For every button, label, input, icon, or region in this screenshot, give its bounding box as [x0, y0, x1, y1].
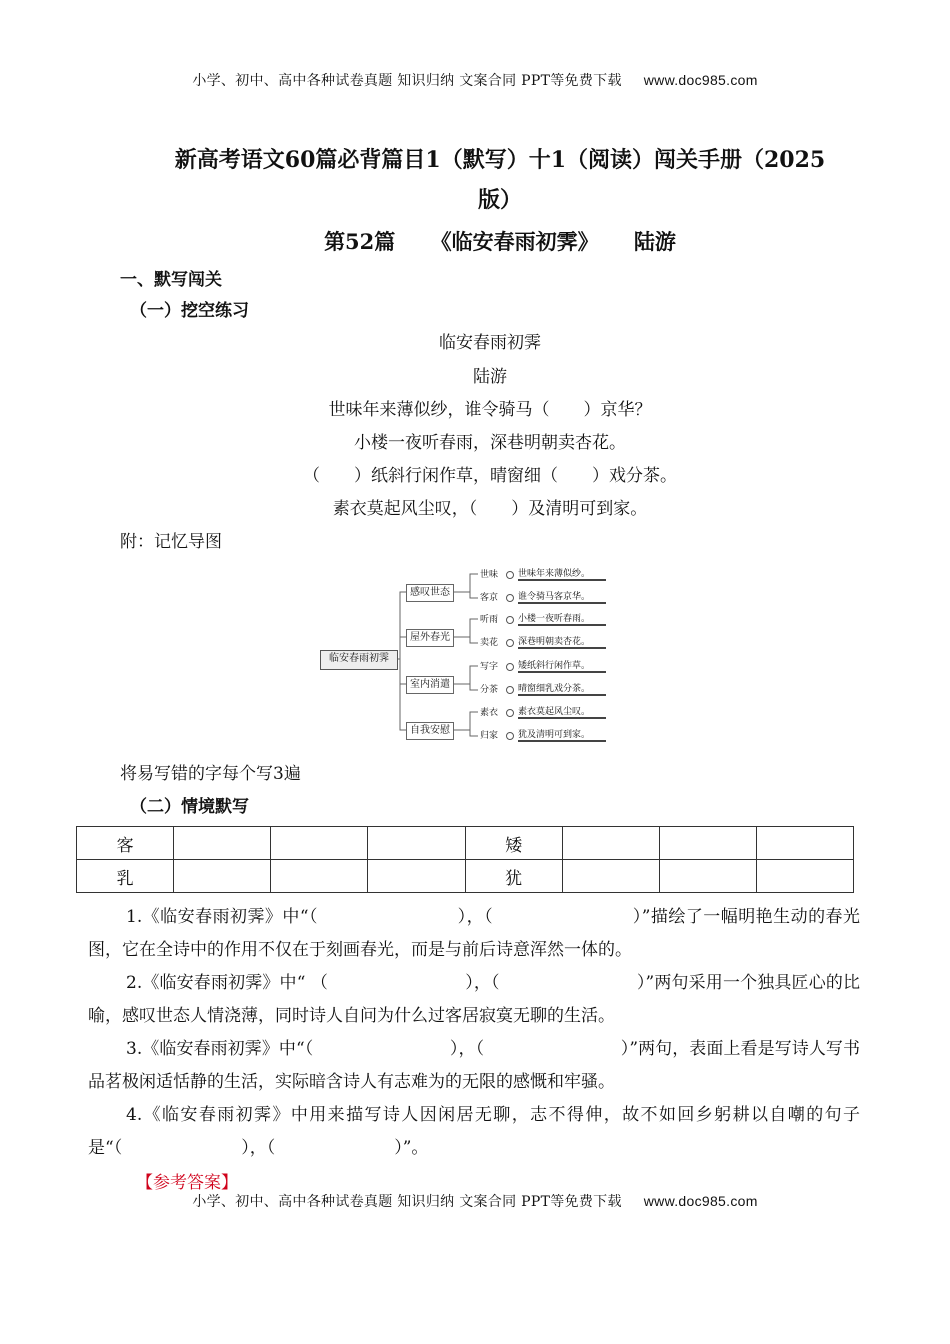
memory-map-leaf-line: 谁令骑马客京华。 [518, 589, 606, 604]
minus-circle-icon [506, 594, 514, 602]
poem-line: 世味年来薄似纱，谁令骑马（ ）京华？ [328, 400, 652, 420]
memory-map-branch: 室内消遣 [406, 676, 454, 694]
page-title [140, 140, 860, 220]
memory-map-leaf-key: 听雨 [480, 615, 499, 625]
table-cell: 犹 [465, 860, 562, 893]
subtitle-number: 第52篇 [324, 229, 396, 254]
practice-instruction: 将易写错的字每个写3遍 [120, 764, 301, 784]
memory-map-branch: 屋外春光 [406, 629, 454, 647]
memory-map-leaf-key: 卖花 [480, 638, 499, 648]
page-footer [0, 1191, 950, 1211]
memory-map-root: 临安春雨初霁 [320, 650, 398, 670]
table-cell[interactable] [174, 827, 271, 860]
memory-map-leaf-line: 小楼一夜听春雨。 [518, 611, 606, 626]
table-cell: 客 [77, 827, 174, 860]
minus-circle-icon [506, 616, 514, 624]
table-cell[interactable] [659, 860, 756, 893]
table-row [77, 827, 854, 860]
memory-map-leaf-line: 矮纸斜行闲作草。 [518, 658, 606, 673]
poem-line: 素衣莫起风尘叹，（ ）及清明可到家。 [332, 499, 648, 519]
memory-map-leaf-key: 分茶 [480, 685, 499, 695]
memory-map [330, 560, 630, 744]
table-cell[interactable] [562, 827, 659, 860]
minus-circle-icon [506, 709, 514, 717]
minus-circle-icon [506, 732, 514, 740]
memory-map-label: 附：记忆导图 [120, 532, 222, 552]
character-practice-table [76, 826, 854, 893]
poem-author: 陆游 [473, 367, 507, 387]
memory-map-leaf-key: 世味 [480, 570, 499, 580]
memory-map-leaf-key: 素衣 [480, 708, 499, 718]
poem-line: 小楼一夜听春雨，深巷明朝卖杏花。 [354, 433, 626, 453]
page-header [0, 70, 950, 90]
question-4: 4.《临安春雨初霁》中用来描写诗人因闲居无聊，志不得伸，故不如回乡躬耕以自嘲的句子是“（ ），（ ）”。 [88, 1105, 860, 1158]
memory-map-leaf-key: 归家 [480, 731, 499, 741]
part-heading-fill-blank: （一）挖空练习 [130, 301, 249, 321]
table-cell: 矮 [465, 827, 562, 860]
table-row [77, 860, 854, 893]
memory-map-leaf-line: 素衣莫起风尘叹。 [518, 704, 606, 719]
table-cell: 乳 [77, 860, 174, 893]
memory-map-leaf-line: 晴窗细乳戏分茶。 [518, 681, 606, 696]
header-site-link[interactable]: www.doc985.com [643, 72, 758, 88]
title-line-2: 版） [477, 187, 522, 213]
minus-circle-icon [506, 571, 514, 579]
part-heading-context: （二）情境默写 [130, 797, 249, 817]
header-text: 小学、初中、高中各种试卷真题 知识归纳 文案合同 PPT等免费下载 [192, 73, 622, 89]
table-cell[interactable] [368, 827, 465, 860]
subtitle-poem-name: 《临安春雨初霁》 [430, 229, 599, 254]
table-cell[interactable] [562, 860, 659, 893]
memory-map-leaf-line: 深巷明朝卖杏花。 [518, 634, 606, 649]
table-cell[interactable] [756, 860, 853, 893]
minus-circle-icon [506, 663, 514, 671]
section-heading: 一、默写闯关 [120, 270, 222, 290]
memory-map-leaf-key: 客京 [480, 593, 499, 603]
memory-map-leaf-key: 写字 [480, 662, 499, 672]
poem-line: （ ）纸斜行闲作草，晴窗细（ ）戏分茶。 [303, 466, 677, 486]
memory-map-branch: 感叹世态 [406, 584, 454, 602]
minus-circle-icon [506, 686, 514, 694]
footer-text: 小学、初中、高中各种试卷真题 知识归纳 文案合同 PPT等免费下载 [192, 1194, 622, 1210]
table-cell[interactable] [368, 860, 465, 893]
title-line-1: 新高考语文60篇必背篇目1（默写）十1（阅读）闯关手册（2025 [174, 147, 826, 173]
table-cell[interactable] [271, 860, 368, 893]
question-2: 2.《临安春雨初霁》中“ （ ），（ ）”两句采用一个独具匠心的比喻，感叹世态人情浇薄，同时诗人自问为什么过客居寂寞无聊的生活。 [88, 973, 860, 1026]
poem-subtitle [0, 226, 950, 256]
minus-circle-icon [506, 639, 514, 647]
memory-map-leaf-line: 犹及清明可到家。 [518, 727, 606, 742]
table-cell[interactable] [271, 827, 368, 860]
subtitle-author: 陆游 [633, 229, 676, 254]
answer-heading: 【参考答案】 [136, 1173, 238, 1193]
poem-title: 临安春雨初霁 [439, 333, 541, 353]
question-3: 3.《临安春雨初霁》中“（ ），（ ）”两句，表面上看是写诗人写书品茗极闲适恬静的生活，实际暗含诗人有志难为的无限的感慨和牢骚。 [88, 1039, 860, 1092]
table-cell[interactable] [659, 827, 756, 860]
table-cell[interactable] [756, 827, 853, 860]
table-cell[interactable] [174, 860, 271, 893]
memory-map-branch: 自我安慰 [406, 722, 454, 740]
memory-map-leaf-line: 世味年来薄似纱。 [518, 566, 606, 581]
footer-site-link[interactable]: www.doc985.com [643, 1193, 758, 1209]
question-1: 1.《临安春雨初霁》中“（ ），（ ）”描绘了一幅明艳生动的春光图，它在全诗中的作用不仅在于刻画春光，而是与前后诗意浑然一体的。 [88, 907, 860, 960]
